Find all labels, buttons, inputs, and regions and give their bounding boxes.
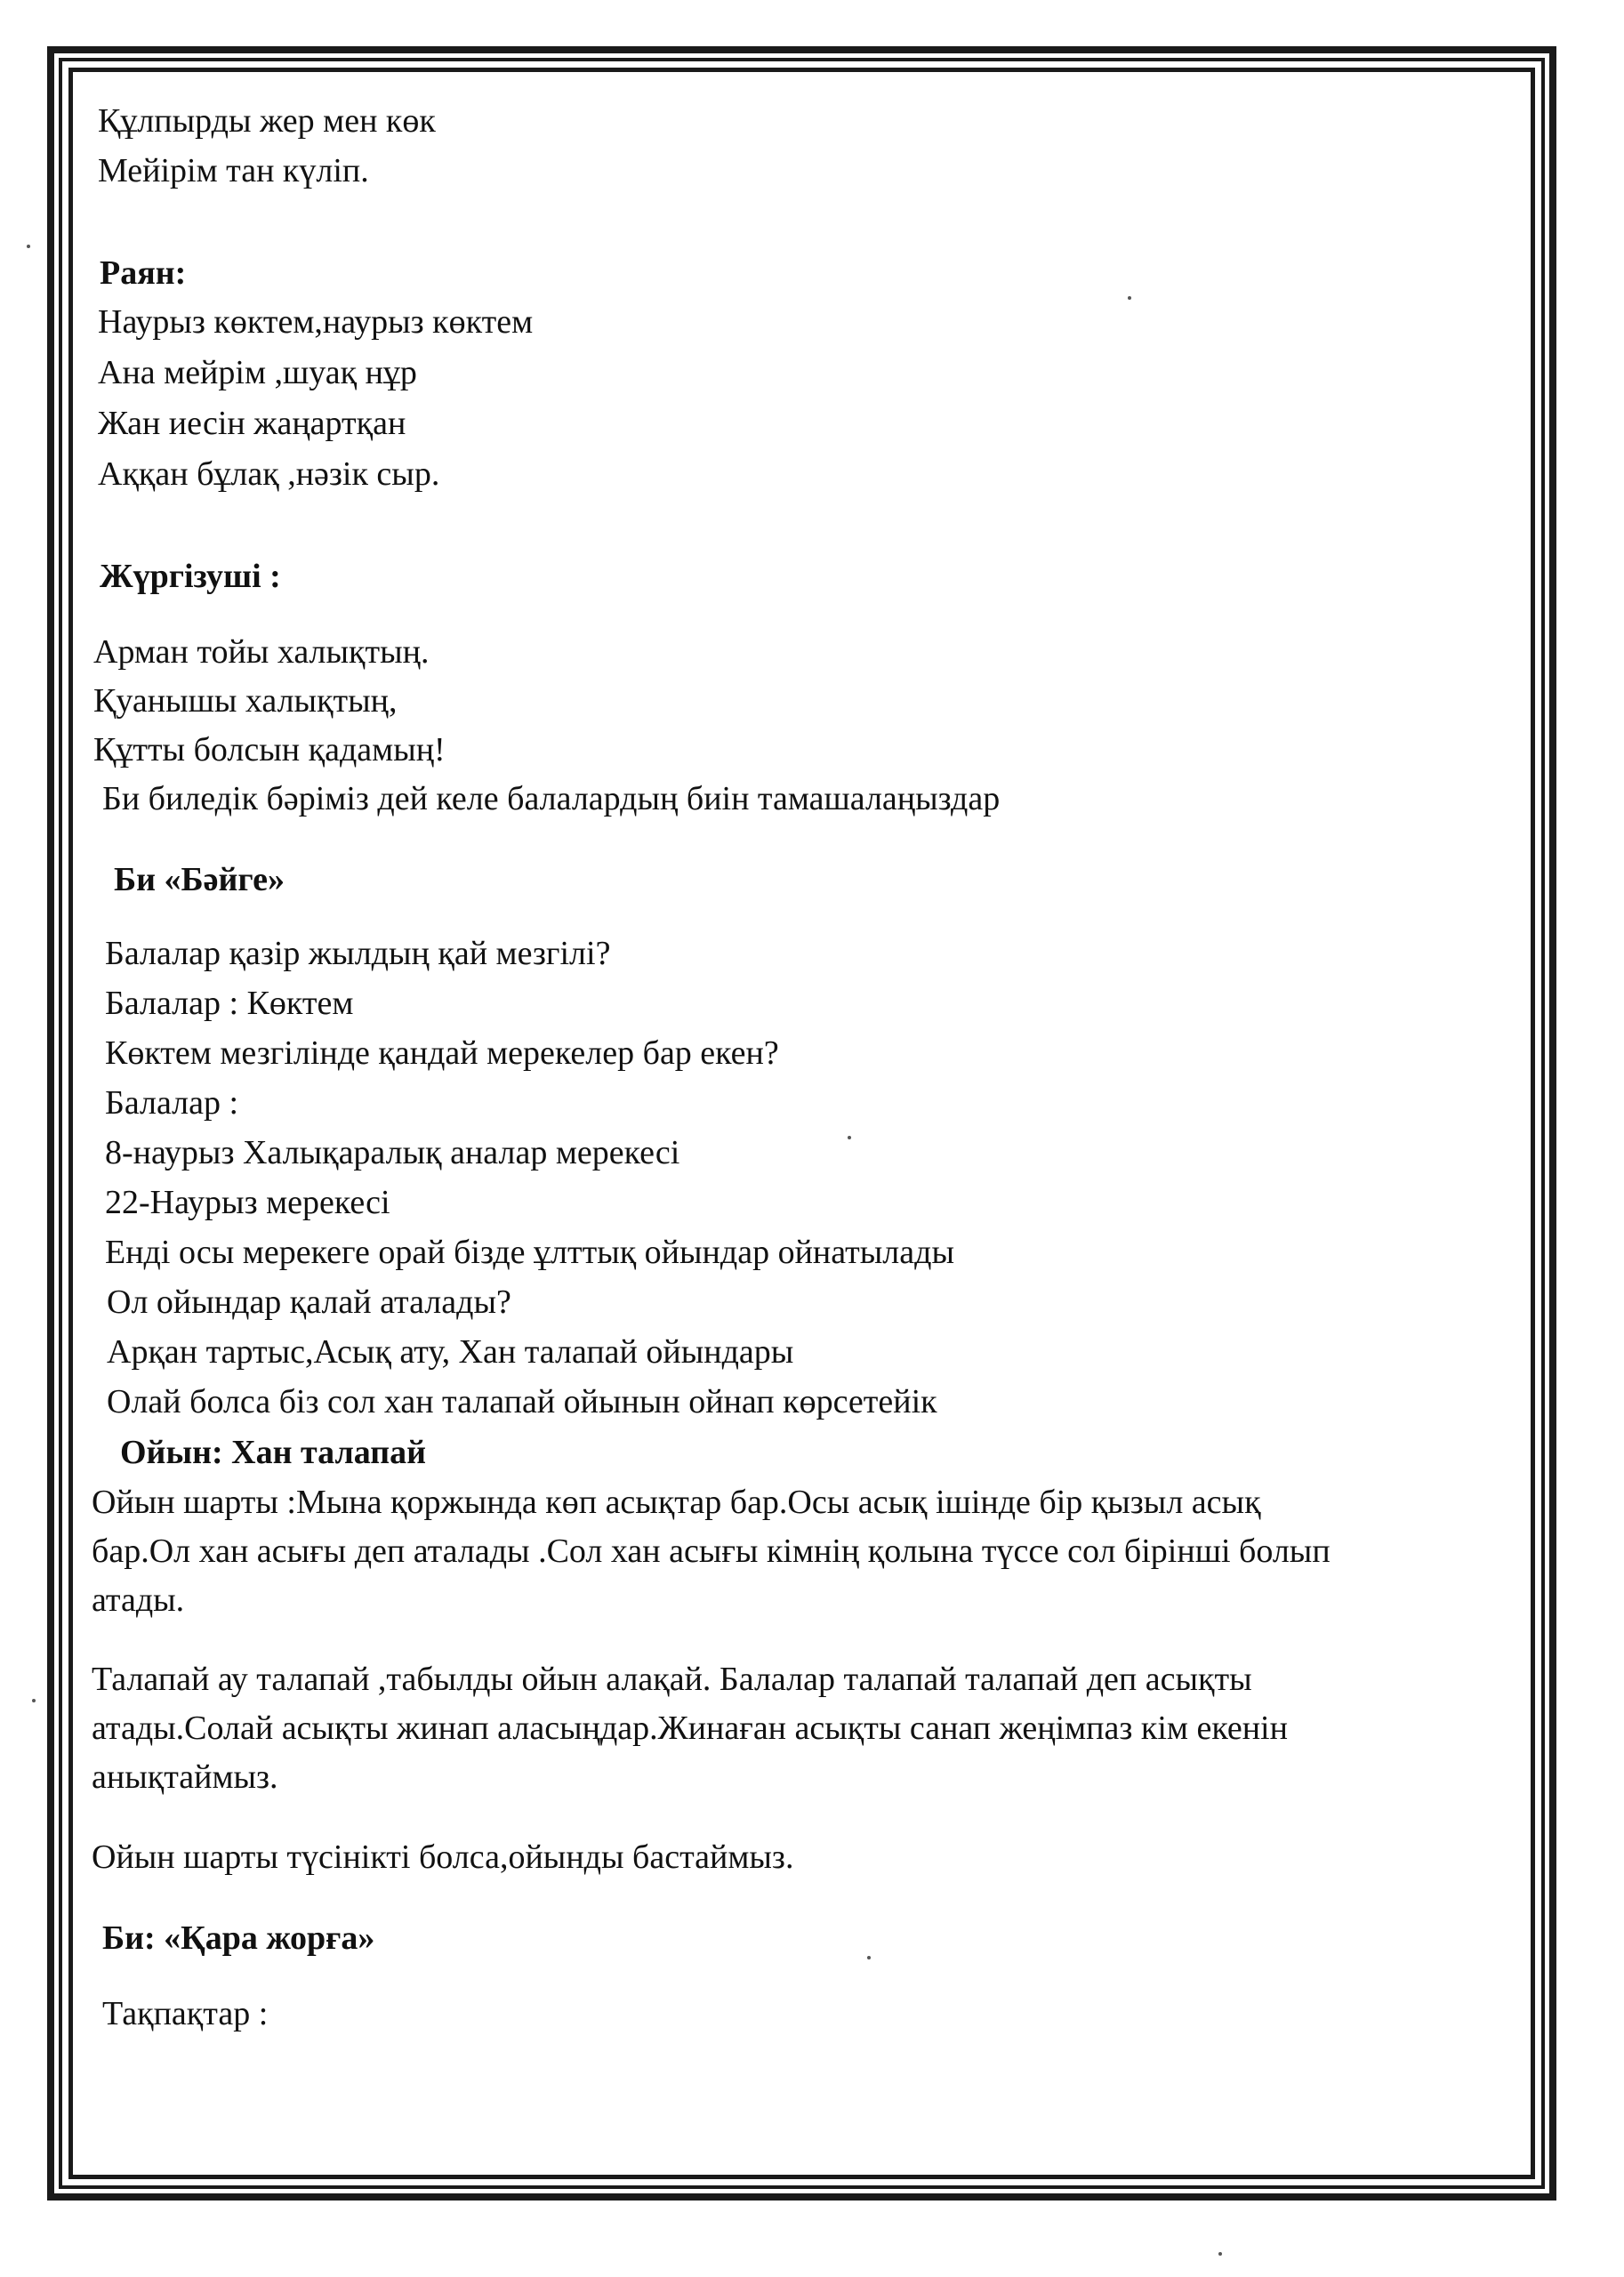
- text-line: 22-Наурыз мерекесі: [105, 1184, 390, 1221]
- text-line: атады.Солай асықты жинап аласыңдар.Жинаған асықты санап жеңімпаз кім екенін: [92, 1710, 1288, 1747]
- text-line: анықтаймыз.: [92, 1758, 278, 1796]
- text-line: Ойын шарты түсінікті болса,ойынды бастаймыз.: [92, 1838, 794, 1876]
- poem-line: Наурыз көктем,наурыз көктем: [98, 303, 534, 341]
- poem-line: Мейірім тан күліп.: [98, 152, 369, 189]
- poem-line: Ана мейрім ,шуақ нұр: [98, 354, 417, 391]
- scan-speck: [1218, 2252, 1222, 2256]
- section-heading: Би «Бәйге»: [114, 861, 285, 898]
- scan-speck: [27, 245, 30, 248]
- text-line: Би биледік бәріміз дей келе балалардың биін тамашалаңыздар: [102, 780, 1001, 817]
- text-line: Тақпақтар :: [102, 1995, 269, 2032]
- text-line: Балалар :: [105, 1084, 239, 1122]
- scan-speck: [867, 1956, 871, 1959]
- text-line: Енді осы мерекеге орай бізде ұлттық ойындар ойнатылады: [105, 1234, 954, 1271]
- scan-speck: [848, 1136, 851, 1139]
- text-line: Олай болса біз сол хан талапай ойынын ойнап көрсетейік: [107, 1383, 937, 1420]
- text-line: Көктем мезгілінде қандай мерекелер бар екен?: [105, 1034, 779, 1072]
- text-line: атады.: [92, 1581, 185, 1619]
- poem-line: Жан иесін жаңартқан: [98, 405, 406, 442]
- scan-speck: [32, 1699, 36, 1702]
- text-line: Ойын шарты :Мына қоржында көп асықтар бар.Осы асық ішінде бір қызыл асық: [92, 1484, 1261, 1521]
- poem-line: Құлпырды жер мен көк: [98, 102, 436, 140]
- speaker-heading: Раян:: [100, 254, 187, 292]
- text-line: Талапай ау талапай ,табылды ойын алақай. Балалар талапай талапай деп асықты: [92, 1661, 1252, 1698]
- text-line: бар.Ол хан асығы деп аталады .Сол хан асығы кімнің қолына түссе сол бірінші болып: [92, 1533, 1331, 1570]
- section-heading: Би: «Қара жорға»: [102, 1919, 375, 1957]
- poem-line: Аққан бұлақ ,нәзік сыр.: [98, 455, 440, 493]
- poem-line: Қуанышы халықтың,: [93, 682, 398, 720]
- text-line: Арқан тартыс,Асық ату, Хан талапай ойындары: [107, 1333, 794, 1371]
- text-line: 8-наурыз Халықаралық аналар мерекесі: [105, 1134, 680, 1171]
- poem-line: Құтты болсын қадамың!: [93, 731, 446, 768]
- text-line: Балалар қазір жылдың қай мезгілі?: [105, 935, 611, 972]
- text-line: Балалар : Көктем: [105, 985, 354, 1022]
- section-heading: Ойын: Хан талапай: [120, 1434, 427, 1471]
- text-line: Ол ойындар қалай аталады?: [107, 1283, 511, 1321]
- speaker-heading: Жүргізуші :: [100, 558, 281, 595]
- scan-speck: [1128, 296, 1131, 300]
- poem-line: Арман тойы халықтың.: [93, 633, 430, 671]
